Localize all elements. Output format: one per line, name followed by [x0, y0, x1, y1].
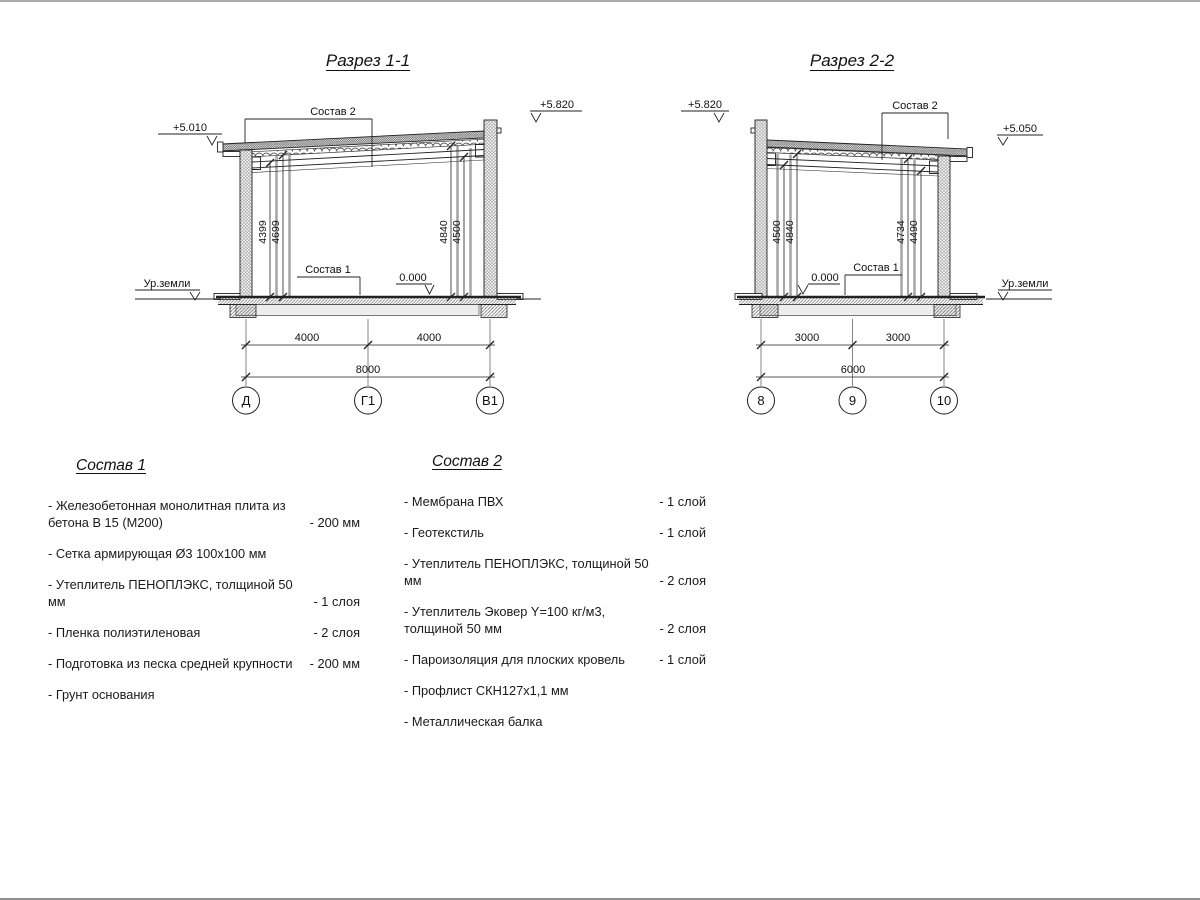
- axis-label: 9: [848, 393, 857, 408]
- hdim-label: 3000: [885, 332, 911, 344]
- list-item: [404, 651, 706, 668]
- hdim-label: 6000: [840, 364, 866, 376]
- floor-composition-callout: [297, 264, 360, 295]
- parapet-tick: [497, 128, 501, 133]
- material-qty: - 1 слой: [659, 652, 706, 667]
- composition-2-title: Состав 2: [432, 453, 502, 470]
- material-qty: - 1 слой: [659, 525, 706, 540]
- eave-elevation-label: +5.010: [173, 122, 207, 134]
- list-item: [404, 713, 706, 730]
- elevation-arrow-icon: [425, 285, 434, 294]
- axis-bubbles: [233, 387, 504, 414]
- roof-callout-label: Состав 2: [892, 100, 938, 112]
- foundation-block: [230, 305, 256, 318]
- roof-composition-callout: [245, 106, 372, 167]
- list-item: [48, 655, 360, 672]
- list-item: [404, 603, 706, 637]
- roof-assembly: [218, 131, 485, 173]
- ground-level-mark: [135, 278, 200, 300]
- material-name: - Профлист СКН127х1,1 мм: [404, 683, 569, 698]
- hdim-label: 4000: [294, 332, 320, 344]
- material-name: - Утеплитель ПЕНОПЛЭКС, толщиной 50 мм: [48, 577, 293, 609]
- axis-label: Г1: [360, 393, 376, 408]
- roof-callout-label: Состав 2: [310, 106, 356, 118]
- foundation-block: [752, 305, 778, 318]
- vdim-label: 4490: [908, 220, 920, 244]
- composition-1-title: Состав 1: [76, 457, 146, 474]
- right-wall: [938, 156, 950, 297]
- material-name: - Подготовка из песка средней крупности: [48, 656, 293, 671]
- sand-bed: [760, 305, 956, 316]
- beam-line: [767, 159, 938, 167]
- material-name: - Утеплитель ПЕНОПЛЭКС, толщиной 50 мм: [404, 556, 649, 588]
- elevation-arrow-icon: [998, 137, 1008, 145]
- vdim-label: 4840: [438, 220, 450, 244]
- material-name: - Утеплитель Эковер Y=100 кг/м3, толщиной 50 мм: [404, 604, 606, 636]
- roof-edge-trim: [218, 142, 224, 152]
- material-qty: - 200 мм: [309, 656, 360, 671]
- background-columns: [778, 154, 915, 297]
- section-1-drawing: [100, 82, 574, 442]
- vdim-label: 4734: [895, 220, 907, 244]
- parapet-tick: [751, 128, 755, 133]
- material-qty: - 1 слой: [659, 494, 706, 509]
- eave-bracket: [950, 157, 967, 162]
- eave-bracket: [223, 152, 240, 157]
- floor-composition-callout: [845, 262, 902, 295]
- list-item: [48, 497, 360, 531]
- vdim-label: 4840: [784, 220, 796, 244]
- list-item: [48, 624, 360, 641]
- list-item: [404, 682, 706, 699]
- elevation-arrow-icon: [798, 285, 808, 294]
- floor-callout-label: Состав 1: [853, 262, 899, 274]
- beam-line: [767, 165, 938, 173]
- material-name: - Металлическая балка: [404, 714, 543, 729]
- material-name: - Пленка полиэтиленовая: [48, 625, 201, 640]
- hdim-label: 3000: [794, 332, 820, 344]
- ground-level-mark: [998, 278, 1052, 300]
- vdim-label: 4500: [451, 220, 463, 244]
- elevation-arrow-icon: [714, 113, 724, 122]
- left-wall: [240, 150, 252, 297]
- material-name: - Пароизоляция для плоских кровель: [404, 652, 625, 667]
- material-name: - Мембрана ПВХ: [404, 494, 504, 509]
- material-name: - Геотекстиль: [404, 525, 484, 540]
- sand-bed: [236, 305, 479, 316]
- hdim-label: 4000: [416, 332, 442, 344]
- vdim-label: 4500: [771, 220, 783, 244]
- bottom-dimensions: [241, 319, 495, 386]
- material-qty: - 2 слоя: [313, 625, 360, 640]
- material-qty: - 200 мм: [309, 515, 360, 530]
- material-name: - Грунт основания: [48, 687, 155, 702]
- elevation-arrow-icon: [531, 113, 541, 122]
- parapet-elevation-label: +5.820: [540, 99, 574, 111]
- vdim-label: 4399: [257, 220, 269, 244]
- bottom-dimensions: [756, 319, 949, 386]
- material-qty: - 1 слоя: [313, 594, 360, 609]
- list-item: [48, 576, 360, 610]
- ground-level-label: Ур.земли: [1001, 278, 1049, 290]
- parapet-elevation-label: +5.820: [688, 99, 722, 111]
- list-item: [404, 524, 706, 541]
- left-parapet-wall: [755, 120, 767, 297]
- roof-edge-trim: [967, 148, 973, 158]
- material-qty: - 2 слоя: [659, 573, 706, 588]
- composition-1-list: [48, 457, 360, 717]
- section-1-title: Разрез 1-1: [325, 51, 411, 70]
- zero-level-mark: [798, 272, 840, 294]
- list-item: [404, 555, 706, 589]
- section-2-drawing: [640, 82, 1110, 442]
- elevation-arrow-icon: [207, 136, 217, 145]
- axis-label: 10: [936, 393, 952, 408]
- eave-elevation-mark: [158, 122, 222, 145]
- foundation-block: [934, 305, 960, 318]
- axis-label: Д: [241, 393, 251, 408]
- eave-elevation-mark: [997, 123, 1043, 145]
- composition-2-list: [404, 453, 706, 744]
- zero-level-label: 0.000: [399, 272, 427, 284]
- axis-label: 8: [757, 393, 765, 408]
- list-item: [48, 545, 360, 562]
- parapet-elevation-mark: [530, 99, 582, 122]
- eave-elevation-label: +5.050: [1003, 123, 1037, 135]
- material-name: - Железобетонная монолитная плита из бетона В 15 (М200): [48, 498, 286, 530]
- floor-assembly: [135, 294, 541, 318]
- axis-label: В1: [482, 393, 498, 408]
- hdim-label: 8000: [355, 364, 381, 376]
- beam-line: [767, 169, 938, 177]
- material-name: - Сетка армирующая Ø3 100х100 мм: [48, 546, 267, 561]
- zero-level-mark: [396, 272, 434, 294]
- vdim-label: 4699: [270, 220, 282, 244]
- material-qty: - 2 слоя: [659, 621, 706, 636]
- axis-bubbles: [748, 387, 958, 414]
- foundation-block: [481, 305, 507, 318]
- floor-callout-label: Состав 1: [305, 264, 351, 276]
- zero-level-label: 0.000: [811, 272, 839, 284]
- ground-level-label: Ур.земли: [143, 278, 191, 290]
- list-item: [48, 686, 360, 703]
- parapet-elevation-mark: [681, 99, 729, 122]
- list-item: [404, 493, 706, 510]
- right-parapet-wall: [484, 120, 497, 297]
- section-2-title: Разрез 2-2: [809, 51, 895, 70]
